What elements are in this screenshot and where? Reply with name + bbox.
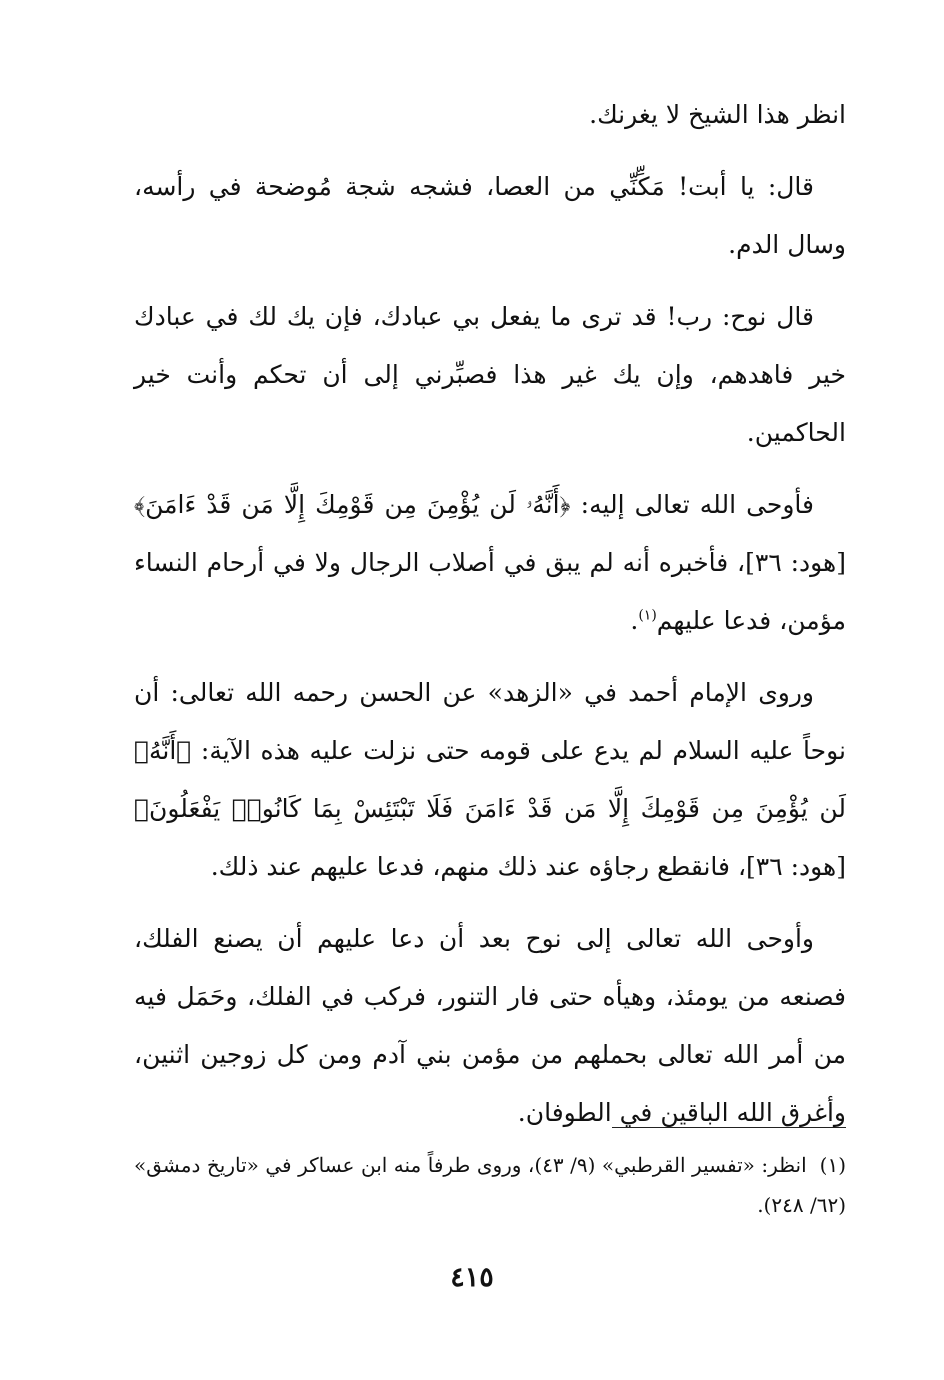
footnote-ref-1: (١) bbox=[638, 607, 657, 624]
paragraph-6: وأوحى الله تعالى إلى نوح بعد أن دعا عليهم أن يصنع الفلك، فصنعه من يومئذ، وهيأه حتى فار التنور، فركب في الفلك، وحَمَل فيه من أمر الله تعالى بحملهم من مؤمن بني آدم ومن كل زوجين اثنين، وأغرق الله الباقين في الطوفان. bbox=[134, 924, 846, 1127]
paragraph-4-body: [هود: ٣٦]، فأخبره أنه لم يبق في أصلاب الرجال ولا في أرحام النساء مؤمن، فدعا عليهم bbox=[134, 548, 846, 635]
paragraph-4-end: . bbox=[630, 606, 639, 635]
paragraph-2: قال: يا أبت! مَكِّنِّي من العصا، فشجه شجة مُوضحة في رأسه، وسال الدم. bbox=[134, 172, 846, 259]
footnote-marker: (١) bbox=[819, 1153, 846, 1177]
paragraph-1: انظر هذا الشيخ لا يغرنك. bbox=[589, 100, 846, 129]
footnote-separator bbox=[612, 1127, 846, 1128]
quran-verse-1: ﴿أَنَّهُۥ لَن يُؤْمِنَ مِن قَوْمِكَ إِلَّا مَن قَدْ ءَامَنَ﴾ bbox=[134, 490, 571, 519]
quran-verse-2: ﴿أَنَّهُۥ لَن يُؤْمِنَ مِن قَوْمِكَ إِلَّا مَن قَدْ ءَامَنَ فَلَا تَبْتَئِسْ بِمَا كَانُوا۟ يَفْعَلُونَ﴾ bbox=[134, 736, 846, 823]
paragraph-5 bbox=[134, 664, 846, 896]
footnotes bbox=[134, 1145, 846, 1225]
paragraph-5-intro: وروى الإمام أحمد في «الزهد» عن الحسن رحمه الله تعالى: أن نوحاً عليه السلام لم يدع على قومه حتى نزلت عليه هذه الآية: bbox=[134, 678, 846, 765]
paragraph-5-body: [هود: ٣٦]، فانقطع رجاؤه عند ذلك منهم، فدعا عليهم عند ذلك. bbox=[210, 852, 846, 881]
footnote-text: انظر: «تفسير القرطبي» (٩/ ٤٣)، وروى طرفاً منه ابن عساكر في «تاريخ دمشق» (٦٢/ ٢٤٨). bbox=[134, 1153, 846, 1217]
paragraph-4-intro: فأوحى الله تعالى إليه: bbox=[570, 490, 814, 519]
footnote-1 bbox=[134, 1145, 846, 1225]
main-text bbox=[134, 86, 846, 1142]
page-number: ٤١٥ bbox=[450, 1262, 494, 1293]
paragraph-4 bbox=[134, 476, 846, 650]
paragraph-3: قال نوح: رب! قد ترى ما يفعل بي عبادك، فإن يك لك في عبادك خير فاهدهم، وإن يك غير هذا فصبِّرني إلى أن تحكم وأنت خير الحاكمين. bbox=[134, 302, 846, 447]
